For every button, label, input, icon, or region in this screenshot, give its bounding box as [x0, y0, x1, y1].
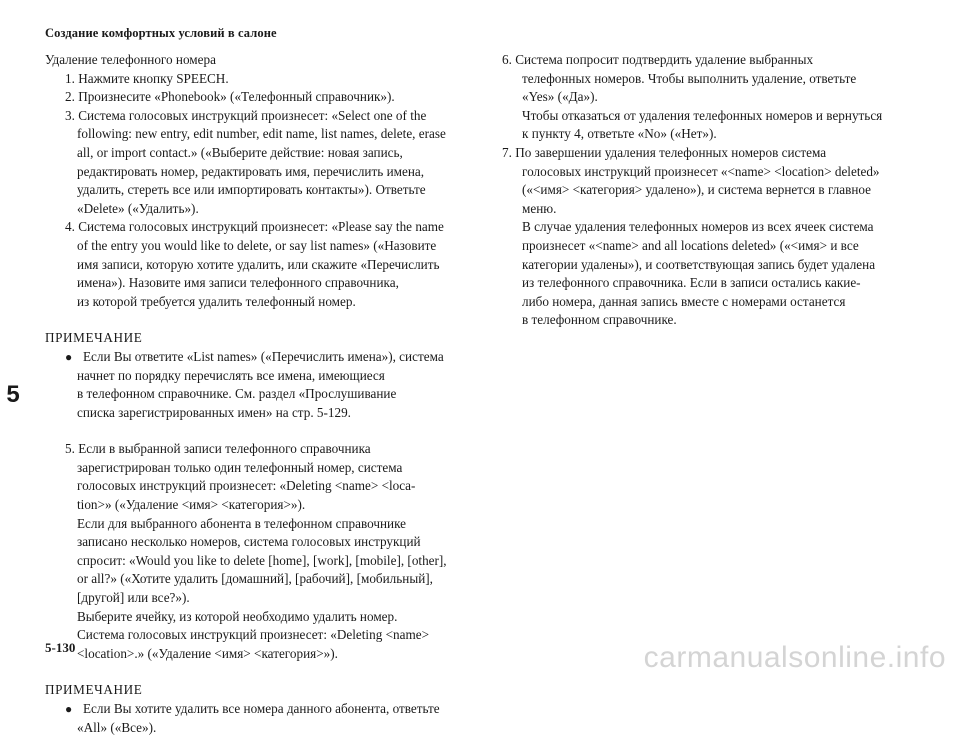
step-5-line: зарегистрирован только один телефонный номер, система: [77, 459, 403, 475]
running-header: Создание комфортных условий в салоне: [45, 26, 277, 40]
note-line: «All» («Все»).: [77, 719, 157, 735]
watermark: carmanualsonline.info: [643, 641, 946, 674]
step-5-line: or all?» («Хотите удалить [домашний], [рабочий], [мобильный],: [77, 571, 433, 587]
step-7-line: категории удалены»), и соответствующая запись будет удалена: [522, 256, 876, 272]
step-7-line: В случае удаления телефонных номеров из всех ячеек система: [522, 219, 874, 235]
note-heading: ПРИМЕЧАНИЕ: [45, 682, 143, 698]
step-5-line: <location>.» («Удаление <имя> <категория>»).: [77, 645, 338, 661]
step-5-line: Выберите ячейку, из которой необходимо удалить номер.: [77, 608, 398, 624]
note-line: списка зарегистрированных имен» на стр. 5-129.: [77, 404, 351, 420]
step-7-line: в телефонном справочнике.: [522, 312, 677, 328]
step-7-line: произнесет «<name> and all locations deleted» («<имя> и все: [522, 237, 859, 253]
step-5-line: tion>» («Удаление <имя> <категория>»).: [77, 497, 306, 513]
step-3-line: удалить, стереть все или импортировать контакты»). Ответьте: [77, 182, 426, 198]
step-7-line: голосовых инструкций произнесет «<name> <location> deleted»: [522, 163, 880, 179]
step-3-line: 3. Система голосовых инструкций произнесет: «Select one of the: [65, 107, 427, 123]
step-3-line: «Delete» («Удалить»).: [77, 200, 199, 216]
step-6-line: к пункту 4, ответьте «No» («Нет»).: [522, 126, 717, 142]
step-5-line: записано несколько номеров, система голосовых инструкций: [77, 534, 421, 550]
note-heading: ПРИМЕЧАНИЕ: [45, 330, 143, 346]
bullet-icon: ●: [65, 702, 73, 716]
page-number: 5-130: [45, 640, 76, 655]
note-line: начнет по порядку перечислять все имена, имеющиеся: [77, 367, 385, 383]
step-3-line: редактировать номер, редактировать имя, перечислить имена,: [77, 163, 425, 179]
step-6-line: телефонных номеров. Чтобы выполнить удаление, ответьте: [522, 70, 857, 86]
step-5-line: спросит: «Would you like to delete [home], [work], [mobile], [other],: [77, 552, 447, 568]
step-5-line: 5. Если в выбранной записи телефонного справочника: [65, 441, 371, 457]
step-6-line: «Yes» («Да»).: [522, 89, 598, 105]
section-tab: 5: [6, 381, 20, 408]
step-5-line: [другой] или все?»).: [77, 590, 190, 606]
step-4-line: of the entry you would like to delete, or say list names» («Назовите: [77, 237, 437, 253]
step-1: 1. Нажмите кнопку SPEECH.: [65, 70, 229, 86]
step-7-line: («<имя> <категория> удалено»), и система вернется в главное: [522, 182, 872, 198]
step-4-line: из которой требуется удалить телефонный номер.: [77, 293, 356, 309]
left-column: [45, 51, 465, 737]
note-line: ● Если Вы хотите удалить все номера данного абонента, ответьте: [45, 700, 465, 719]
step-7-line: из телефонного справочника. Если в записи остались какие-: [522, 275, 861, 291]
step-7-line: 7. По завершении удаления телефонных номеров система: [502, 144, 827, 160]
note-line: ● Если Вы ответите «List names» («Перечислить имена»), система: [45, 348, 465, 367]
step-3-line: following: new entry, edit number, edit name, list names, delete, erase: [77, 126, 446, 142]
step-3-line: all, or import contact.» («Выберите действие: новая запись,: [77, 144, 403, 160]
step-6-line: 6. Система попросит подтвердить удаление выбранных: [502, 52, 814, 67]
step-4-line: имена»). Назовите имя записи телефонного справочника,: [77, 275, 399, 291]
step-5-line: Система голосовых инструкций произнесет: «Deleting <name>: [77, 627, 430, 643]
bullet-icon: ●: [65, 349, 73, 364]
step-4-line: имя записи, которую хотите удалить, или скажите «Перечислить: [77, 256, 440, 272]
step-5-line: Если для выбранного абонента в телефонном справочнике: [77, 515, 407, 531]
step-7-line: либо номера, данная запись вместе с номерами останется: [522, 293, 846, 309]
note-line: в телефонном справочнике. См. раздел «Прослушивание: [77, 386, 397, 402]
step-4-line: 4. Система голосовых инструкций произнесет: «Please say the name: [65, 219, 444, 235]
right-column: [502, 51, 902, 330]
step-7-line: меню.: [522, 200, 557, 216]
section-title: Удаление телефонного номера: [45, 52, 216, 67]
step-5-line: голосовых инструкций произнесет: «Deleting <name> <loca-: [77, 478, 416, 494]
step-2: 2. Произнесите «Phonebook» («Телефонный справочник»).: [65, 89, 395, 105]
step-6-line: Чтобы отказаться от удаления телефонных номеров и вернуться: [522, 107, 883, 123]
